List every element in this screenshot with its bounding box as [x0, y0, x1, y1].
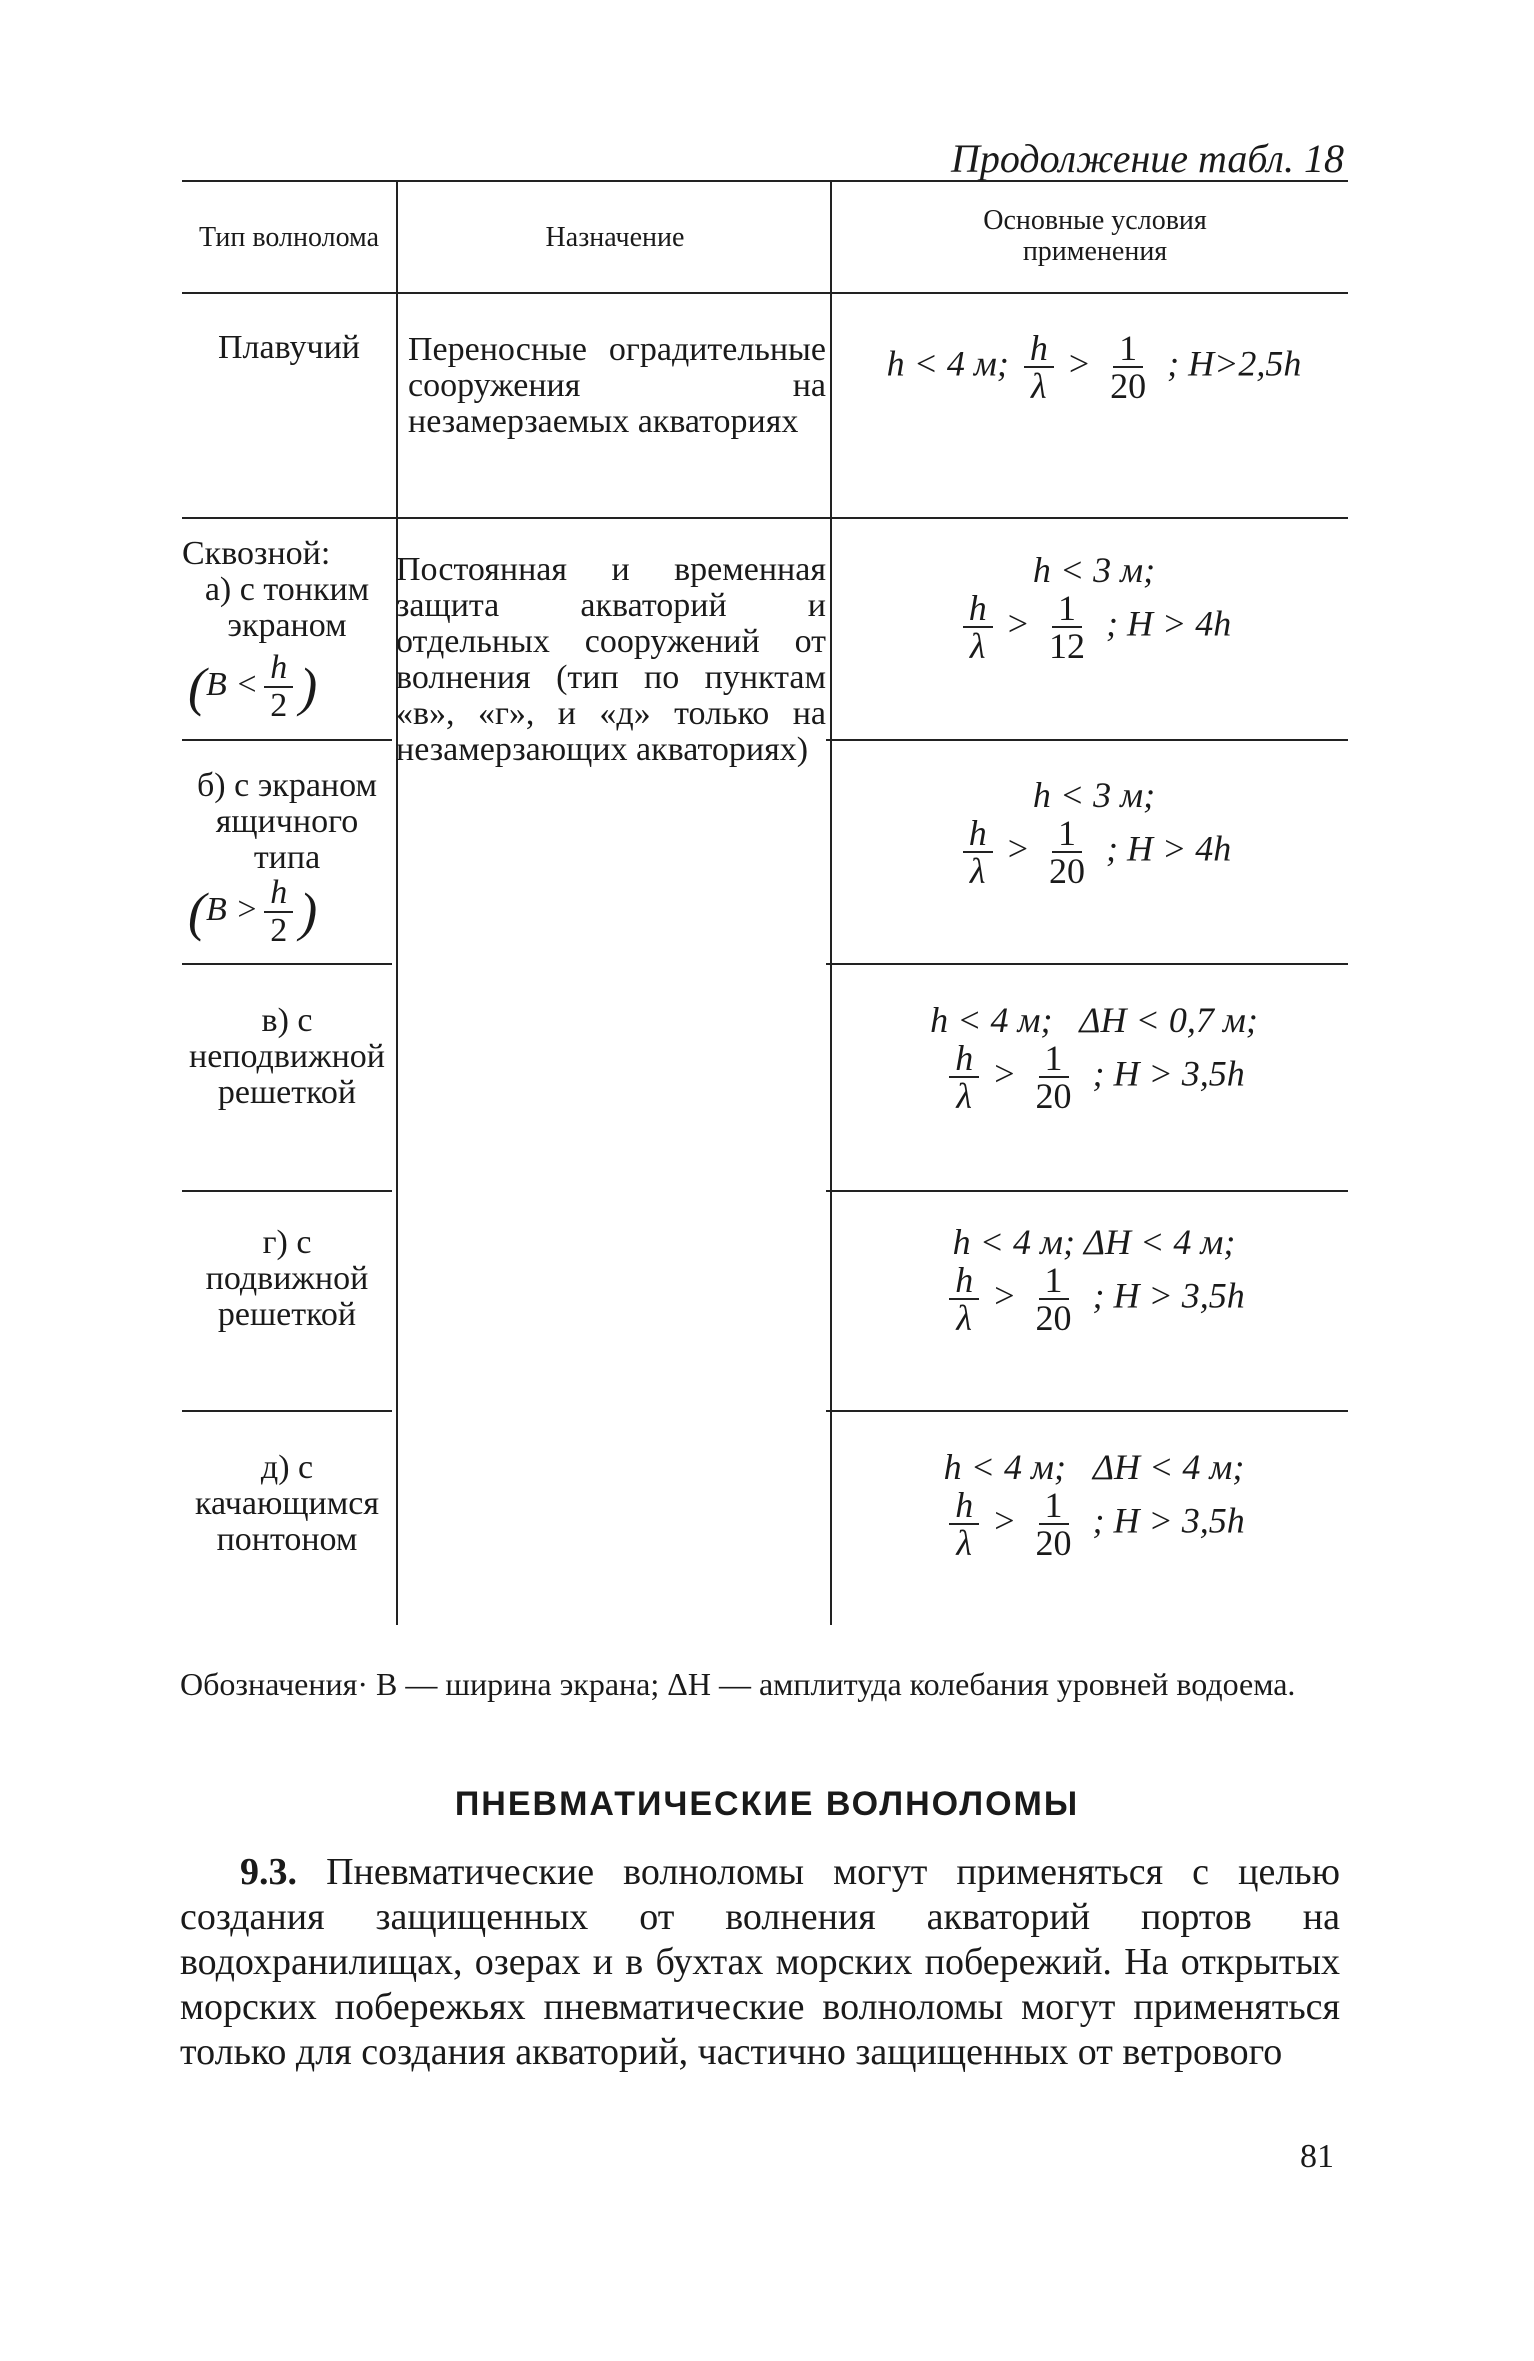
purpose-floating: Переносные оградительные сооружения на незамерзаемых акваториях: [408, 331, 826, 440]
row-a-right-rule: [826, 739, 1348, 741]
formula-line: [840, 1040, 1348, 1114]
fraction: [1030, 1040, 1078, 1114]
fraction-numerator: 1: [1039, 1262, 1069, 1300]
fraction-numerator: h: [264, 875, 293, 913]
fraction: [1043, 590, 1091, 664]
formula-line: h < 3 м;: [1032, 775, 1156, 815]
type-a-condition: [188, 650, 388, 724]
formula-line: h < 4 м; ΔH < 4 м;: [943, 1447, 1245, 1487]
type-b-label: б) с экраном ящичного типа: [197, 767, 377, 876]
formula-text: ; H > 3,5h: [1092, 1053, 1245, 1094]
fraction-numerator: h: [949, 1040, 979, 1078]
table-caption: Продолжение табл. 18: [950, 136, 1344, 181]
fraction-denominator: λ: [969, 626, 986, 666]
condition-text: B >: [205, 890, 259, 928]
fraction-numerator: 1: [1113, 330, 1143, 368]
formula-operator: >: [994, 1053, 1015, 1094]
type-b-condition: [188, 875, 388, 949]
header-purpose: Назначение: [545, 222, 685, 253]
fraction-numerator: 1: [1039, 1487, 1069, 1525]
formula-operator: >: [1007, 603, 1029, 644]
fraction-numerator: 1: [1039, 1040, 1069, 1078]
fraction-denominator: 12: [1049, 626, 1086, 666]
fraction-denominator: 20: [1035, 1298, 1072, 1338]
fraction-denominator: λ: [956, 1523, 972, 1563]
fraction-denominator: 20: [1049, 851, 1086, 891]
row-b-left-rule: [182, 963, 392, 965]
purpose-through: Постоянная и временная защита акваторий и отдельных сооружений от волнения (тип по пунктам «в», «г», и «д» только на незамерзающих акваториях): [396, 551, 826, 768]
table-header-rule: [182, 292, 1348, 294]
fraction: [264, 650, 293, 724]
fraction: [963, 815, 993, 889]
header-conditions: Основные условия применения: [983, 205, 1207, 267]
formula-line: h < 3 м;: [1032, 550, 1156, 590]
fraction: [949, 1040, 979, 1114]
row-a-left-rule: [182, 739, 392, 741]
page-number: 81: [1300, 2138, 1334, 2175]
formula-operator: >: [1007, 828, 1029, 869]
row-v-right-rule: [826, 1190, 1348, 1192]
table-top-rule: [182, 180, 1348, 182]
type-through-heading: Сквозной:: [182, 535, 331, 572]
row-v-left-rule: [182, 1190, 392, 1192]
type-d-label: д) с качающимся понтоном: [195, 1449, 379, 1558]
table-note: Обозначения· B — ширина экрана; ΔH — амплитуда колебания уровней водоема.: [180, 1666, 1296, 1702]
row-floating-rule: [182, 517, 1348, 519]
fraction: [963, 590, 993, 664]
fraction-numerator: 1: [1052, 815, 1082, 853]
fraction: [1024, 330, 1054, 404]
fraction-denominator: λ: [956, 1298, 972, 1338]
row-b-right-rule: [826, 963, 1348, 965]
fraction: [1030, 1487, 1078, 1561]
type-floating: Плавучий: [218, 329, 360, 366]
paren-right: ): [299, 882, 318, 942]
section-title: ПНЕВМАТИЧЕСКИЕ ВОЛНОЛОМЫ: [454, 1785, 1080, 1823]
formula-line: h < 4 м; ΔH < 4 м;: [952, 1222, 1236, 1262]
conditions-g: [840, 1222, 1348, 1336]
type-a-label: а) с тонким экраном: [204, 571, 370, 644]
header-type: Тип волнолома: [198, 222, 380, 253]
row-g-right-rule: [826, 1410, 1348, 1412]
fraction-denominator: 2: [270, 687, 288, 724]
fraction-denominator: 20: [1110, 366, 1147, 406]
formula-text: ; H>2,5h: [1167, 343, 1302, 384]
fraction-numerator: h: [963, 590, 993, 628]
formula-line: [840, 1262, 1348, 1336]
formula-operator: >: [994, 1500, 1015, 1541]
fraction-numerator: h: [949, 1262, 979, 1300]
paragraph-9-3: [180, 1850, 1340, 2075]
paren-right: ): [299, 657, 318, 717]
conditions-b: [840, 775, 1348, 889]
paren-left: (: [188, 657, 206, 717]
fraction-numerator: 1: [1052, 590, 1082, 628]
type-v-label: в) с неподвижной решеткой: [189, 1002, 385, 1111]
col-divider-1: [396, 180, 398, 1625]
conditions-floating: [840, 330, 1348, 404]
fraction: [949, 1487, 979, 1561]
formula-text: h < 4 м;: [886, 343, 1009, 384]
fraction: [1043, 815, 1091, 889]
fraction-numerator: h: [264, 650, 293, 688]
col-divider-2: [830, 180, 832, 1625]
row-g-left-rule: [182, 1410, 392, 1412]
fraction: [1030, 1262, 1078, 1336]
formula-text: ; H > 4h: [1106, 603, 1232, 644]
fraction-denominator: λ: [1031, 366, 1047, 406]
fraction-denominator: 20: [1035, 1523, 1072, 1563]
fraction-numerator: h: [963, 815, 993, 853]
formula-line: [840, 590, 1348, 664]
formula-operator: >: [994, 1275, 1015, 1316]
formula-operator: >: [1068, 343, 1090, 384]
fraction: [949, 1262, 979, 1336]
fraction-denominator: λ: [969, 851, 986, 891]
paragraph-number: 9.3.: [240, 1851, 297, 1893]
formula-text: ; H > 3,5h: [1092, 1275, 1245, 1316]
fraction: [1104, 330, 1152, 404]
formula-text: ; H > 3,5h: [1092, 1500, 1245, 1541]
formula-line: [840, 815, 1348, 889]
fraction-denominator: 20: [1035, 1076, 1072, 1116]
fraction-denominator: λ: [956, 1076, 972, 1116]
fraction-numerator: h: [1024, 330, 1054, 368]
fraction: [264, 875, 293, 949]
conditions-a: [840, 550, 1348, 664]
formula-line: [840, 1487, 1348, 1561]
fraction-denominator: 2: [270, 912, 288, 949]
formula-text: ; H > 4h: [1106, 828, 1232, 869]
formula-line: h < 4 м; ΔH < 0,7 м;: [930, 1000, 1258, 1040]
paren-left: (: [188, 882, 206, 942]
conditions-v: [840, 1000, 1348, 1114]
fraction-numerator: h: [949, 1487, 979, 1525]
condition-text: B <: [205, 665, 259, 703]
type-g-label: г) с подвижной решеткой: [205, 1224, 369, 1333]
paragraph-text: Пневматические волноломы могут применяться с целью создания защищенных от волнения акваторий портов на водохранилищах, озерах и в бухтах морских побережий. На открытых морских побережьях пневматические волноломы могут применяться только для создания акваторий, частично защищенных от ветрового: [180, 1851, 1340, 2073]
conditions-d: [840, 1447, 1348, 1561]
